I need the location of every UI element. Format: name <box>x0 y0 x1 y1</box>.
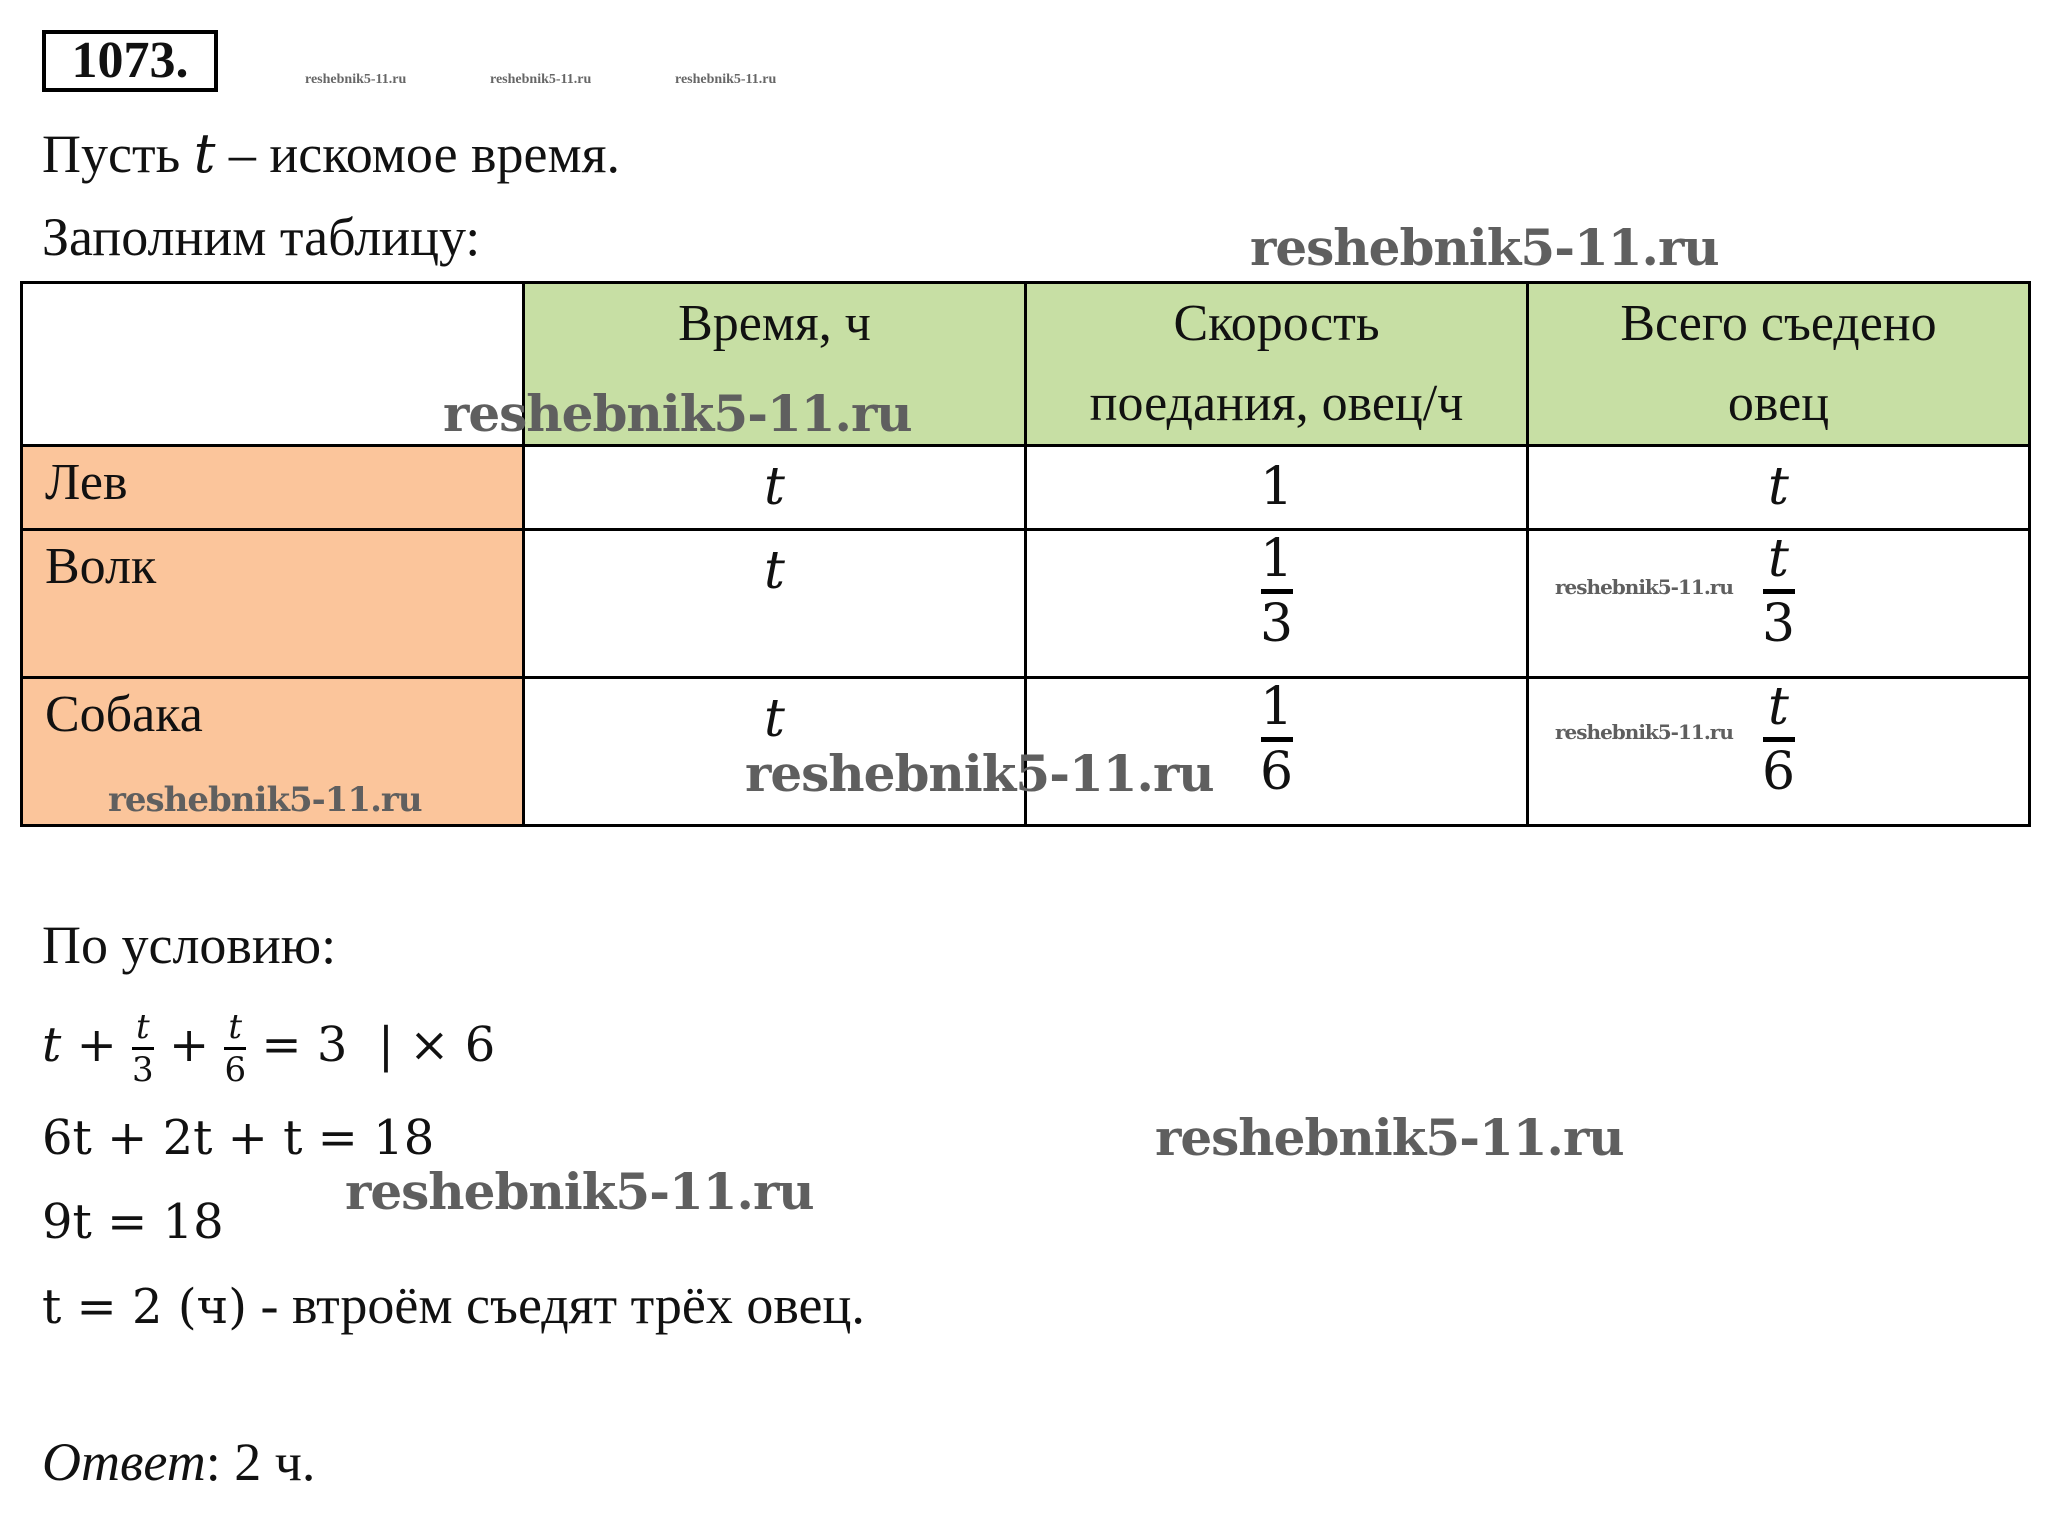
watermark: reshebnik5-11.ru <box>1555 575 1733 599</box>
intro-line-1: Пусть t – искомое время. <box>42 122 621 185</box>
table-header-row <box>22 283 2030 446</box>
answer: Ответ: 2 ч. <box>42 1432 316 1492</box>
condition-label: По условию: <box>42 915 337 975</box>
equation-1: $t + \frac{t}{3} + \frac{t}{6} = 3$ | × 6 <box>42 1007 496 1090</box>
watermark: reshebnik5-11.ru <box>745 744 1214 803</box>
watermark: reshebnik5-11.ru <box>1250 218 1719 277</box>
row-label-wolf: Волк <box>22 530 524 678</box>
fraction: t 6 <box>1761 677 1796 802</box>
fraction: $\frac{t}{6}$ <box>224 1007 247 1090</box>
watermark: reshebnik5-11.ru <box>1555 720 1733 744</box>
row-label-lion: Лев <box>22 446 524 530</box>
watermark-small-2: reshebnik5-11.ru <box>490 72 592 87</box>
watermark-small-3: reshebnik5-11.ru <box>675 72 777 87</box>
problem-number: 1073. <box>42 30 218 92</box>
cell-total <box>1528 678 2030 826</box>
cell-time: t <box>524 678 1026 826</box>
equation-3: 9t = 18 <box>42 1194 224 1250</box>
variable-t: t <box>193 122 216 185</box>
equation-2: 6t + 2t + t = 18 <box>42 1110 435 1166</box>
fraction: 1 3 <box>1259 529 1294 654</box>
cell-speed <box>1026 530 1528 678</box>
row-label-dog: Собака <box>22 678 524 826</box>
fraction: $\frac{t}{3}$ <box>132 1007 154 1090</box>
table-row <box>22 530 2030 678</box>
fraction: 1 6 <box>1259 677 1294 802</box>
cell-time: t <box>524 530 1026 678</box>
header-speed: Скорость поедания, овец/ч <box>1026 283 1528 446</box>
cell-total <box>1528 530 2030 678</box>
cell-time: t <box>524 446 1026 530</box>
header-total: Всего съедено овец <box>1528 283 2030 446</box>
watermark: reshebnik5-11.ru <box>345 1162 814 1221</box>
watermark: reshebnik5-11.ru <box>1155 1108 1624 1167</box>
fraction: t 3 <box>1761 529 1796 654</box>
watermark: reshebnik5-11.ru <box>108 780 422 820</box>
equation-4: t = 2 (ч) - втроём съедят трёх овец. <box>42 1275 865 1335</box>
table-row <box>22 446 2030 530</box>
cell-speed: 1 <box>1026 446 1528 530</box>
intro-line-2: Заполним таблицу: <box>42 207 481 267</box>
watermark-small-1: reshebnik5-11.ru <box>305 72 407 87</box>
cell-total: t <box>1528 446 2030 530</box>
watermark: reshebnik5-11.ru <box>443 384 912 443</box>
header-time: Время, ч <box>524 283 1026 446</box>
